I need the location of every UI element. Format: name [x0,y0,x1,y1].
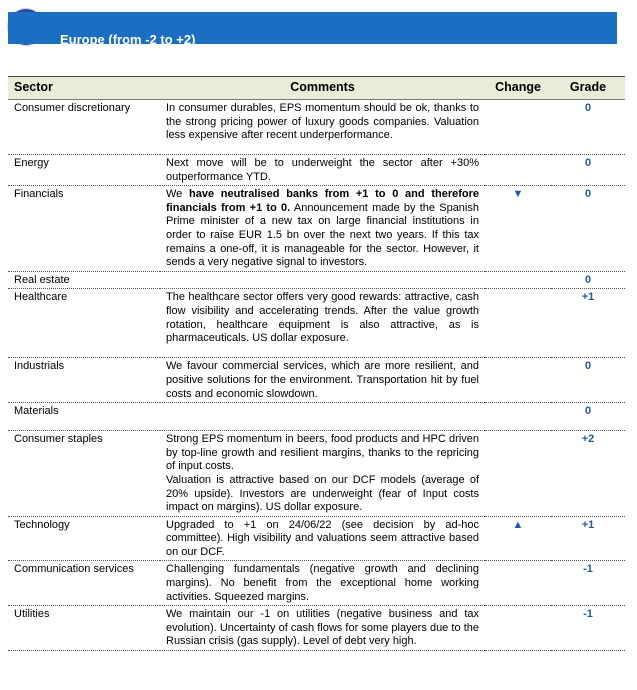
row-grade: 0 [551,403,625,431]
header-change: Change [485,77,551,100]
table-row [8,358,625,403]
row-sector: Real estate [8,271,160,289]
change-up-arrow-icon: ▲ [485,516,551,561]
table-row [8,155,625,186]
row-change [485,403,551,431]
row-comment: We favour commercial services, which are more resilient, and positive solutions for the environment. Transportation hit by fuel costs and economic slowdown. [160,358,485,403]
comment-bold: have neutralised banks from +1 to 0 and therefore financials from +1 to 0. [166,188,479,214]
row-sector: Consumer staples [8,431,160,517]
row-comment: Next move will be to underweight the sector after +30% outperformance YTD. [160,155,485,186]
comment-paragraph-1: Strong EPS momentum in beers, food products and HPC driven by top-line growth and resilient margins, thanks to the repricing of input costs. [166,433,479,473]
row-grade: +1 [551,516,625,561]
row-comment [160,271,485,289]
row-sector: Materials [8,403,160,431]
row-grade: -1 [551,606,625,651]
row-grade: 0 [551,358,625,403]
row-grade: +1 [551,289,625,358]
row-sector: Industrials [8,358,160,403]
row-grade: 0 [551,186,625,272]
row-sector: Financials [8,186,160,272]
row-comment: Upgraded to +1 on 24/06/22 (see decision by ad-hoc committee). High visibility and valuations seem attractive based on our DCF. [160,516,485,561]
row-change [485,561,551,606]
table-header-row [8,77,625,100]
comment-post: Announcement made by the Spanish Prime minister of a new tax on large financial institutions in order to raise EUR 1.5 bn over the next two years. If this tax remains a one-off, it is manageable for the sector. However, it sends a very negative signal to investors. [166,201,479,269]
row-comment [160,431,485,517]
row-sector: Technology [8,516,160,561]
sector-grades-table [8,76,625,651]
row-change [485,289,551,358]
row-comment: The healthcare sector offers very good rewards: attractive, cash flow visibility and accelerating trends. After the value growth rotation, healthcare equipment is also attractive, as is pharmaceuticals. US dollar exposure. [160,289,485,358]
row-change [485,155,551,186]
table-row [8,516,625,561]
row-change [485,606,551,651]
table-row [8,606,625,651]
row-sector: Communication services [8,561,160,606]
table-row [8,186,625,272]
table-row [8,100,625,155]
banner-title: Europe (from -2 to +2) [60,32,196,47]
section-banner [8,12,617,47]
row-grade: 0 [551,271,625,289]
row-change [485,271,551,289]
header-comments: Comments [160,77,485,100]
row-change [485,358,551,403]
comment-pre: We [166,188,190,201]
row-sector: Consumer discretionary [8,100,160,155]
table-row [8,561,625,606]
row-grade: +2 [551,431,625,517]
row-comment: We maintain our -1 on utilities (negative business and tax evolution). Uncertainty of cash flows for some players due to the Russian crisis (gas supply). Level of debt very high. [160,606,485,651]
row-change [485,431,551,517]
row-sector: Energy [8,155,160,186]
row-comment [160,403,485,431]
row-change [485,100,551,155]
row-sector: Healthcare [8,289,160,358]
table-row [8,403,625,431]
table-row [8,271,625,289]
row-sector: Utilities [8,606,160,651]
table-row [8,431,625,517]
row-comment [160,186,485,272]
comment-paragraph-2: Valuation is attractive based on our DCF models (average of 20% upside). Investors are underweight (fear of Input costs impact on margins). US dollar exposure. [166,473,479,514]
row-grade: 0 [551,155,625,186]
row-comment: Challenging fundamentals (negative growth and declining margins). No benefit from the exceptional home working activities. Squeezed margins. [160,561,485,606]
row-comment: In consumer durables, EPS momentum should be ok, thanks to the strong pricing power of luxury goods companies. Valuation less expensive after recent underperformance. [160,100,485,155]
row-grade: 0 [551,100,625,155]
header-grade: Grade [551,77,625,100]
table-row [8,289,625,358]
header-sector: Sector [8,77,160,100]
row-grade: -1 [551,561,625,606]
change-down-arrow-icon: ▼ [485,186,551,272]
